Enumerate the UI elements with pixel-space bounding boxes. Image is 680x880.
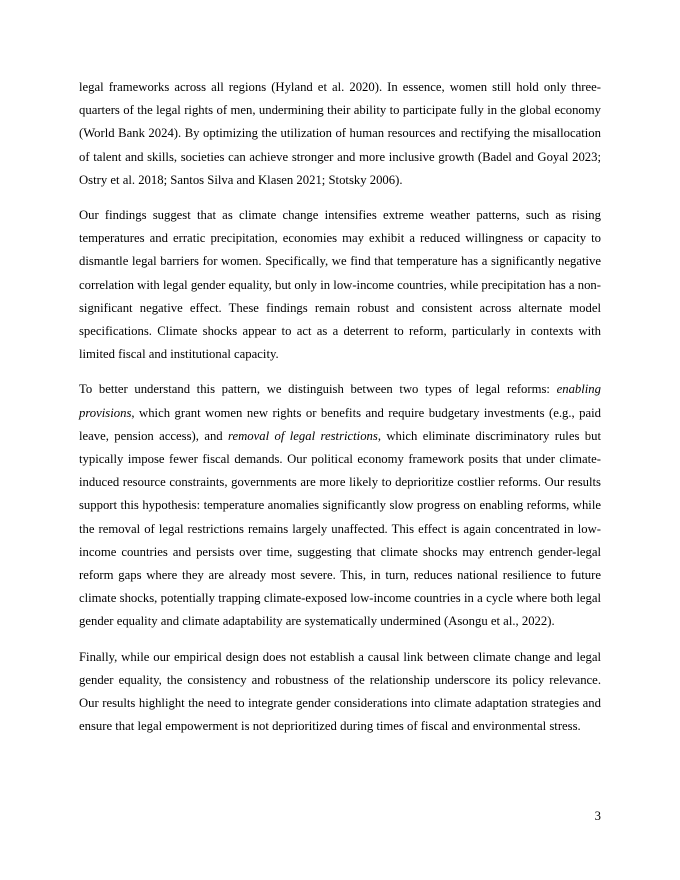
paragraph-conclusion [79, 646, 601, 739]
page-number: 3 [594, 809, 601, 823]
paragraph-findings [79, 204, 601, 366]
paragraph-text: Our findings suggest that as climate change intensifies extreme weather patterns, such as rising temperatures and erratic precipitation, economies may exhibit a reduced willingness or capacity to dismantle legal barriers for women. Specifically, we find that temperature has a significantly negative correlation with legal gender equality, but only in low-income countries, while precipitation has a non-significant negative effect. These findings remain robust and consistent across alternate model specifications. Climate shocks appear to act as a deterrent to reform, particularly in contexts with limited fiscal and institutional capacity. [79, 208, 601, 362]
document-body [79, 76, 601, 750]
paragraph-text: , which grant women new rights or benefits and require budgetary investments (e.g., paid leave, pension access), and [79, 405, 601, 443]
paragraph-text: To better understand this pattern, we distinguish between two types of legal reforms: [79, 382, 557, 397]
paragraph-text: legal frameworks across all regions (Hyland et al. 2020). In essence, women still hold only three-quarters of the legal rights of men, undermining their ability to participate fully in the global economy (World Bank 2024). By optimizing the utilization of human resources and rectifying the misallocation of talent and skills, societies can achieve stronger and more inclusive growth (Badel and Goyal 2023; Ostry et al. 2018; Santos Silva and Klasen 2021; Stotsky 2006). [79, 80, 601, 187]
paragraph-intro-context [79, 76, 601, 192]
italic-term-removal-of-legal-restrictions: removal of legal restrictions [228, 428, 378, 443]
italic-term-enabling-provisions: enabling provisions [79, 382, 601, 420]
paragraph-text: Finally, while our empirical design does not establish a causal link between climate change and legal gender equality, the consistency and robustness of the relationship underscore its policy relevance. Our results highlight the need to integrate gender considerations into climate adaptation strategies and ensure that legal empowerment is not deprioritized during times of fiscal and environmental stress. [79, 649, 601, 734]
paragraph-reform-types [79, 378, 601, 633]
paragraph-text: , which eliminate discriminatory rules but typically impose fewer fiscal demands. Our political economy framework posits that under climate-induced resource constraints, governments are more likely to deprioritize costlier reforms. Our results support this hypothesis: temperature anomalies significantly slow progress on enabling reforms, while the removal of legal restrictions remains largely unaffected. This effect is again concentrated in low-income countries and persists over time, suggesting that climate shocks may entrench gender-legal reform gaps where they are already most severe. This, in turn, reduces national resilience to future climate shocks, potentially trapping climate-exposed low-income countries in a cycle where both legal gender equality and climate adaptability are systematically undermined (Asongu et al., 2022). [79, 428, 601, 629]
